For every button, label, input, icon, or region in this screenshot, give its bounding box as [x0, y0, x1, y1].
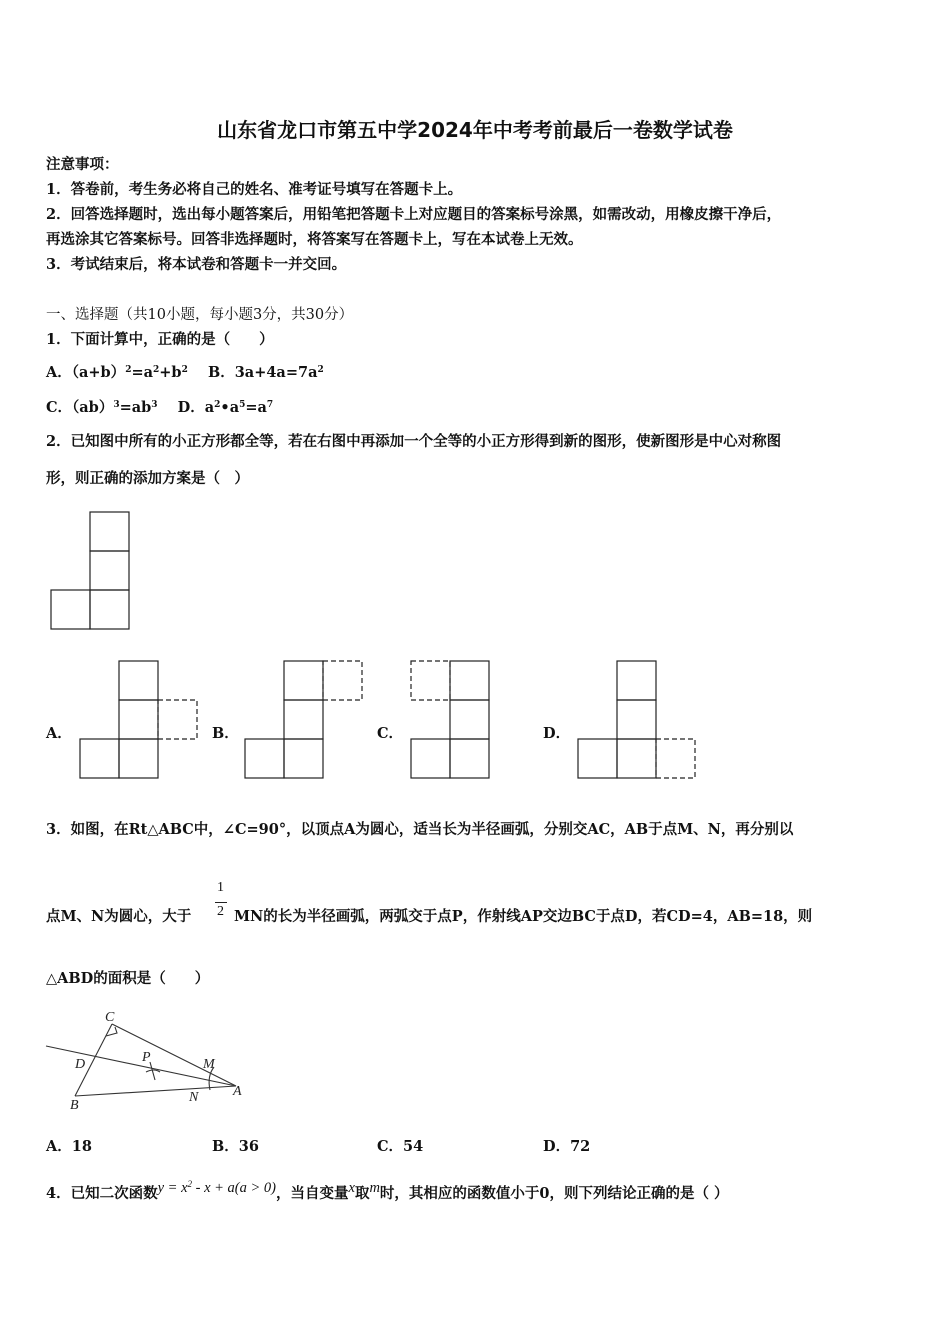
q2-label-a: A． [46, 725, 72, 742]
q1-option-a: A．$(a+b)^2=a^2+b^2$ [46, 364, 188, 381]
q3-option-b: B．36 [212, 1138, 259, 1155]
q2-line-1: 2．已知图中所有的小正方形都全等，若在右图中再添加一个全等的小正方形得到新的图形，使新图形是中心对称图 [46, 433, 782, 450]
label-a: A [233, 1084, 242, 1099]
q4-line: 4．已知二次函数$y = x^2 - x + a(a > 0)$，当自变量x取m时，其相应的函数值小于0，则下列结论正确的是（ ） [46, 1179, 729, 1202]
q2-label-c: C． [377, 725, 404, 742]
label-b: B [70, 1098, 79, 1113]
q3-line-3: △ABD的面积是（ ） [46, 970, 210, 987]
q1-stem: 1．下面计算中，正确的是（ ） [46, 331, 274, 348]
label-m: M [203, 1057, 215, 1072]
q1-option-d: D．$a^2•a^5=a^7$ [177, 399, 274, 416]
notice-heading: 注意事项： [46, 156, 119, 173]
side-ca [112, 1024, 236, 1086]
q3-option-a: A．18 [46, 1138, 92, 1155]
notice-item-1: 1．答卷前，考生务必将自己的姓名、准考证号填写在答题卡上。 [46, 181, 463, 198]
q1-option-b: B．$3a+4a=7a^2$ [207, 364, 324, 381]
label-p: P [142, 1050, 151, 1065]
q3-line-2b: MN的长为半径画弧，两弧交于点P，作射线AP交边BC于点D，若CD=4，AB=18，则 [234, 908, 813, 925]
q3-line-2a: 点M、N为圆心，大于 [46, 908, 192, 925]
q3-line-1: 3．如图，在Rt△ABC中，∠C=90°，以顶点A为圆心，适当长为半径画弧，分别交AC，AB于点M、N，再分别以 [46, 821, 794, 838]
q2-label-b: B． [212, 725, 239, 742]
q3-frac-num: 1 [217, 880, 224, 895]
q3-frac-den: 2 [217, 904, 224, 919]
notice-item-3: 3．考试结束后，将本试卷和答题卡一并交回。 [46, 256, 347, 273]
page-title: 山东省龙口市第五中学2024年中考考前最后一卷数学试卷 [217, 118, 733, 142]
q3-option-d: D．72 [543, 1138, 591, 1155]
notice-item-2b: 再选涂其它答案标号。回答非选择题时，将答案写在答题卡上，写在本试卷上无效。 [46, 231, 583, 248]
notice-item-2a: 2．回答选择题时，选出每小题答案后，用铅笔把答题卡上对应题目的答案标号涂黑，如需改动，用橡皮擦干净后， [46, 206, 782, 223]
arc-p1 [150, 1062, 155, 1080]
q4-formula: $y = x^2 - x + a(a > 0)$ [157, 1179, 276, 1196]
section-heading: 一、选择题（共10小题，每小题3分，共30分） [46, 307, 354, 323]
side-ba [75, 1086, 236, 1096]
label-d: D [75, 1057, 86, 1072]
q2-label-d: D． [543, 725, 571, 742]
q2-line-2: 形，则正确的添加方案是（ ） [46, 470, 249, 487]
q1-option-c: C．$(ab)^3=ab^3$ [46, 399, 158, 416]
q3-option-c: C．54 [377, 1138, 424, 1155]
label-n: N [189, 1090, 199, 1105]
label-c: C [105, 1010, 115, 1025]
